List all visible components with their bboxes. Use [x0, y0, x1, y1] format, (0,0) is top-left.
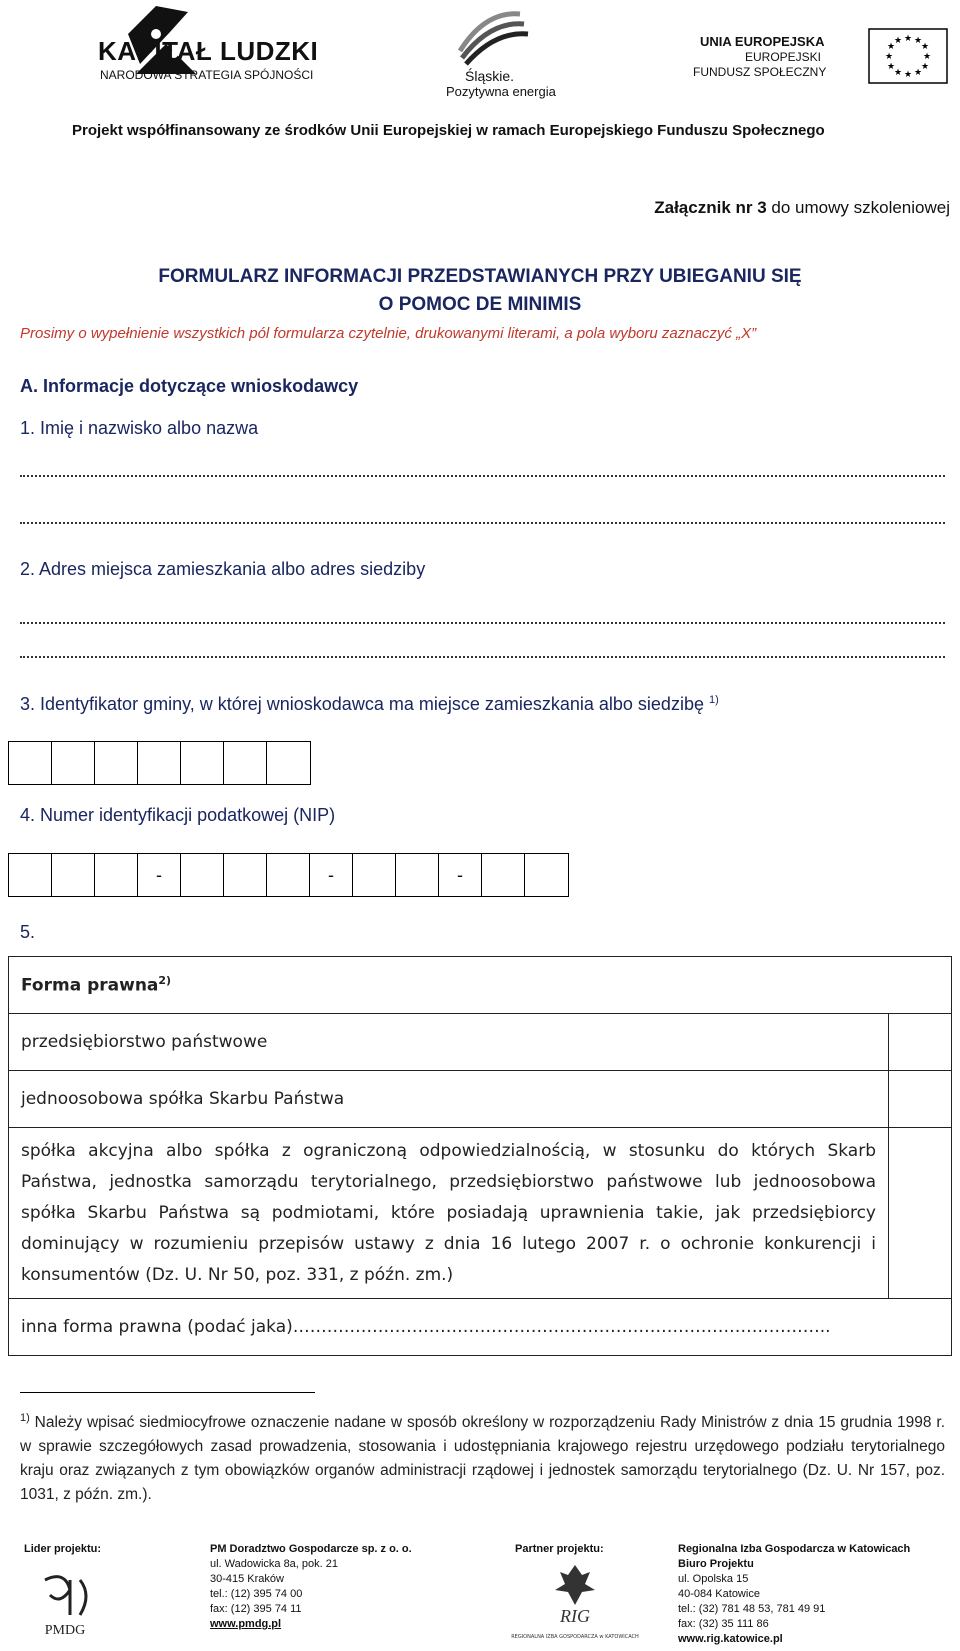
- municipality-id-digit[interactable]: [52, 742, 95, 784]
- municipality-id-digit[interactable]: [267, 742, 310, 784]
- field-1-input-line-1[interactable]: [20, 475, 945, 477]
- municipality-id-digit[interactable]: [95, 742, 138, 784]
- eu-flag-icon: [868, 28, 948, 84]
- ue-line2: EUROPEJSKI: [745, 50, 822, 64]
- slaskie-line1: Śląskie.: [465, 68, 515, 84]
- partner-label: Partner projektu:: [515, 1543, 604, 1555]
- footnote-separator: [20, 1392, 315, 1393]
- svg-text:★: ★: [913, 36, 923, 46]
- nip-digit[interactable]: [95, 854, 138, 896]
- footer-leader-label: [24, 1542, 101, 1557]
- legal-form-table: [8, 956, 952, 1356]
- legal-form-option-label: przedsiębiorstwo państwowe: [9, 1014, 889, 1071]
- municipality-id-digit[interactable]: [181, 742, 224, 784]
- rig-logo-text: REGIONALNA IZBA GOSPODARCZA w KATOWICACH: [511, 1634, 639, 1640]
- field-1-label: 1. Imię i nazwisko albo nazwa: [20, 418, 259, 438]
- footnote-text: Należy wpisać siedmiocyfrowe oznaczenie nadane w sposób określony w rozporządzeniu Rady Ministrów z dnia 15 grudnia 1998 r. w sprawie szczegółowych zasad prowadzenia, stosowania i udostępniania krajowego rejestru urzędowego podziału terytorialnego kraju oraz związanych z tym obowiązków organów administracji rządowej i jednostek samorządu terytorialnego (Dz. U. Nr 157, poz. 1031, z późn. zm.).: [20, 1414, 945, 1504]
- nip-boxes: [8, 853, 569, 897]
- partner-name: Regionalna Izba Gospodarcza w Katowicach: [678, 1543, 911, 1555]
- nip-separator: -: [310, 854, 353, 896]
- nip-digit[interactable]: [267, 854, 310, 896]
- svg-text:★: ★: [886, 42, 896, 52]
- legal-form-option-other[interactable]: inna forma prawna (podać jaka)…………………………………………………………………………………..: [9, 1299, 952, 1356]
- svg-text:★: ★: [922, 52, 932, 62]
- pmdg-logo: [30, 1570, 100, 1640]
- svg-text:★: ★: [920, 62, 930, 72]
- kapital-ludzki-title: KAPITAŁ LUDZKI: [98, 36, 319, 66]
- field-3-text: 3. Identyfikator gminy, w której wnioskodawca ma miejsce zamieszkania albo siedzibę: [20, 694, 704, 714]
- svg-text:★: ★: [903, 34, 913, 44]
- partner-line: tel.: (32) 781 48 53, 781 49 91: [678, 1603, 826, 1615]
- form-instructions: Prosimy o wypełnienie wszystkich pól formularza czytelnie, drukowanymi literami, a pola wyboru zaznaczyć „X”: [20, 325, 757, 342]
- nip-digit[interactable]: [52, 854, 95, 896]
- svg-text:★: ★: [903, 70, 913, 80]
- legal-form-checkbox-state-enterprise[interactable]: [889, 1014, 952, 1071]
- nip-digit[interactable]: [181, 854, 224, 896]
- annex-label-bold: Załącznik nr 3: [654, 198, 767, 217]
- ue-line3: FUNDUSZ SPOŁECZNY: [693, 65, 827, 79]
- legal-form-footnote-ref: 2): [158, 974, 172, 988]
- partner-line: ul. Opolska 15: [678, 1573, 749, 1585]
- footer-leader-info: [210, 1542, 412, 1632]
- svg-text:★: ★: [893, 36, 903, 46]
- legal-form-header: [9, 957, 952, 1014]
- svg-text:★: ★: [886, 62, 896, 72]
- field-2-label: 2. Adres miejsca zamieszkania albo adres siedziby: [20, 559, 426, 579]
- field-3-footnote-ref: 1): [708, 694, 719, 706]
- legal-form-option-label: jednoosobowa spółka Skarbu Państwa: [9, 1071, 889, 1128]
- leader-line: tel.: (12) 395 74 00: [210, 1588, 303, 1600]
- nip-digit[interactable]: [9, 854, 52, 896]
- leader-website-link[interactable]: www.pmdg.pl: [210, 1618, 282, 1630]
- legal-form-checkbox-joint-stock[interactable]: [889, 1128, 952, 1299]
- partner-line: 40-084 Katowice: [678, 1588, 760, 1600]
- municipality-id-boxes: [8, 741, 311, 785]
- project-cofinancing-line: Projekt współfinansowany ze środków Unii Europejskiej w ramach Europejskiego Funduszu Społecznego: [72, 122, 825, 139]
- nip-separator: -: [439, 854, 482, 896]
- nip-digit[interactable]: [353, 854, 396, 896]
- annex-label: [654, 198, 950, 218]
- pmdg-logo-text: PMDG: [44, 1623, 86, 1638]
- municipality-id-digit[interactable]: [138, 742, 181, 784]
- nip-digit[interactable]: [482, 854, 525, 896]
- field-2-input-line-2[interactable]: [20, 656, 945, 658]
- field-4-label: 4. Numer identyfikacji podatkowej (NIP): [20, 805, 336, 825]
- section-a-heading: A. Informacje dotyczące wnioskodawcy: [20, 376, 359, 396]
- form-title-line1: FORMULARZ INFORMACJI PRZEDSTAWIANYCH PRZY UBIEGANIU SIĘ: [158, 266, 802, 287]
- nip-separator: -: [138, 854, 181, 896]
- nip-digit[interactable]: [396, 854, 439, 896]
- field-2-input-line-1[interactable]: [20, 622, 945, 624]
- partner-line: fax: (32) 35 111 86: [678, 1618, 769, 1630]
- nip-digit[interactable]: [224, 854, 267, 896]
- svg-text:★: ★: [913, 68, 923, 78]
- svg-text:★: ★: [920, 42, 930, 52]
- annex-label-rest: do umowy szkoleniowej: [766, 198, 950, 217]
- municipality-id-digit[interactable]: [9, 742, 52, 784]
- field-5-label: 5.: [20, 922, 36, 942]
- svg-text:★: ★: [884, 52, 894, 62]
- nip-digit[interactable]: [525, 854, 568, 896]
- leader-name: PM Doradztwo Gospodarcze sp. z o. o.: [210, 1543, 412, 1555]
- partner-website-link[interactable]: www.rig.katowice.pl: [678, 1633, 783, 1645]
- ue-line1: UNIA EUROPEJSKA: [700, 34, 825, 49]
- kapital-ludzki-subtitle: NARODOWA STRATEGIA SPÓJNOŚCI: [100, 68, 314, 82]
- leader-line: fax: (12) 395 74 11: [210, 1603, 302, 1615]
- leader-line: ul. Wadowicka 8a, pok. 21: [210, 1558, 338, 1570]
- footer-partner-label: [515, 1542, 604, 1557]
- municipality-id-digit[interactable]: [224, 742, 267, 784]
- field-3-label: [20, 694, 719, 715]
- legal-form-checkbox-treasury-company[interactable]: [889, 1071, 952, 1128]
- rig-logo: [511, 1560, 639, 1645]
- footer-partner-info: [678, 1542, 910, 1647]
- legal-form-header-text: Forma prawna: [21, 975, 159, 996]
- field-1-input-line-2[interactable]: [20, 522, 945, 524]
- slaskie-line2: Pozytywna energia: [446, 84, 556, 99]
- form-title-line2: O POMOC DE MINIMIS: [378, 294, 582, 315]
- svg-text:RIG: RIG: [560, 1606, 590, 1626]
- partner-office: Biuro Projektu: [678, 1558, 754, 1570]
- footnote-1: [20, 1406, 945, 1507]
- legal-form-option-label: spółka akcyjna albo spółka z ograniczoną odpowiedzialnością, w stosunku do których Skarb Państwa, jednostka samorządu terytorialnego, przedsiębiorstwo państwowe lub jednoosobowa spółka Skarbu Państwa są podmiotami, które posiadają uprawnienia takie, jak przedsiębiorcy dominujący w rozumieniu przepisów ustawy z dnia 16 lutego 2007 r. o ochronie konkurencji i konsumentów (Dz. U. Nr 50, poz. 331, z późn. zm.): [9, 1128, 889, 1299]
- footnote-marker: 1): [20, 1412, 30, 1424]
- leader-line: 30-415 Kraków: [210, 1573, 284, 1585]
- leader-label: Lider projektu:: [24, 1543, 102, 1555]
- svg-text:★: ★: [893, 68, 903, 78]
